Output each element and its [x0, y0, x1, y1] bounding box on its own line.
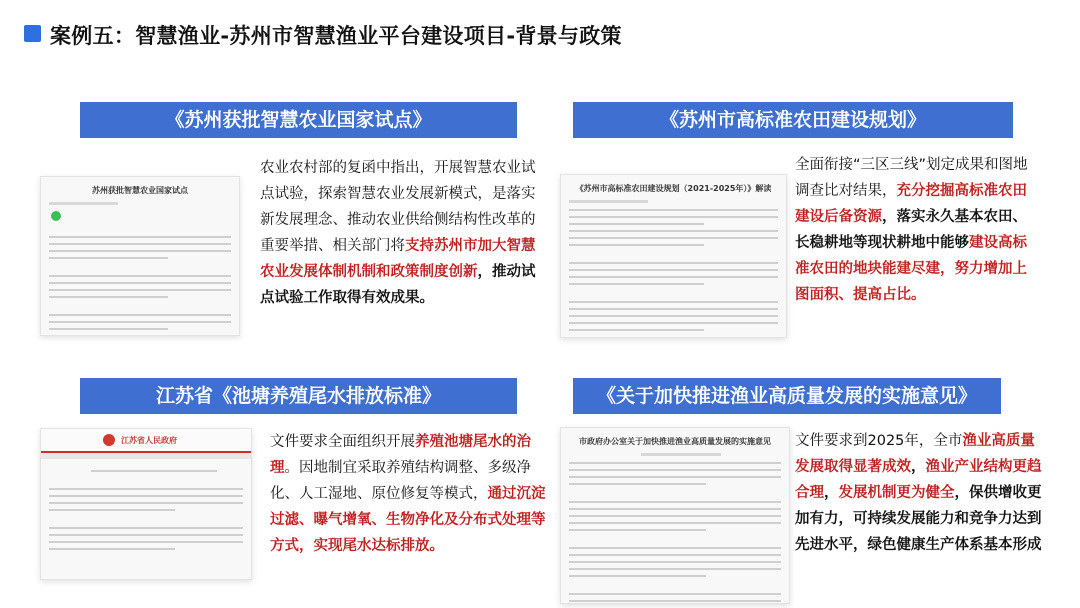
- banner-suzhou-smart-agriculture-pilot: 《苏州获批智慧农业国家试点》: [80, 102, 517, 138]
- gov-name: 江苏省人民政府: [121, 435, 177, 445]
- page-title: 案例五：智慧渔业-苏州市智慧渔业平台建设项目-背景与政策: [50, 24, 622, 48]
- wechat-icon: [51, 211, 61, 221]
- document-thumbnail-fishery: [560, 427, 790, 604]
- paragraph-farmland: 全面衔接“三区三线”划定成果和图地调查比对结果，充分挖掘高标准农田建设后备资源，落实永久基本农田、长稳耕地等现状耕地中能够建设高标准农田的地块能建尽建，努力增加上图面积、提高占比。: [795, 157, 1028, 303]
- thumbnail-title: 《苏州市高标准农田建设规划（2021-2025年）》解读: [575, 184, 772, 193]
- national-emblem-icon: [103, 434, 115, 446]
- paragraph-fishery: 文件要求到2025年，全市渔业高质量发展取得显著成效，渔业产业结构更趋合理，发展机制更为健全，保供增收更加有力，可持续发展能力和竞争力达到先进水平，绿色健康生产体系基本形成: [795, 433, 1042, 553]
- thumbnail-title: 市政府办公室关于加快推进渔业高质量发展的实施意见: [579, 437, 771, 446]
- gov-website-header: [41, 429, 251, 453]
- banner-pond-tailwater-standard: 江苏省《池塘养殖尾水排放标准》: [80, 378, 517, 414]
- document-thumbnail-farmland: [560, 174, 787, 338]
- document-thumbnail-pilot: [40, 176, 240, 336]
- banner-fishery-high-quality-development: 《关于加快推进渔业高质量发展的实施意见》: [573, 378, 1001, 414]
- title-marker: [24, 25, 41, 42]
- paragraph-tailwater: 文件要求全面组织开展养殖池塘尾水的治理。因地制宜采取养殖结构调整、多级净化、人工湿地、原位修复等模式，通过沉淀过滤、曝气增氧、生物净化及分布式处理等方式，实现尾水达标排放。: [270, 434, 546, 554]
- document-thumbnail-tailwater: [40, 428, 252, 580]
- paragraph-pilot: 农业农村部的复函中指出，开展智慧农业试点试验，探索智慧农业发展新模式，是落实新发展理念、推动农业供给侧结构性改革的重要举措、相关部门将支持苏州市加大智慧农业发展体制机制和政策制度创新，推动试点试验工作取得有效成果。: [260, 160, 536, 306]
- banner-high-standard-farmland-plan: 《苏州市高标准农田建设规划》: [573, 102, 1013, 138]
- thumbnail-title: 苏州获批智慧农业国家试点: [92, 186, 188, 195]
